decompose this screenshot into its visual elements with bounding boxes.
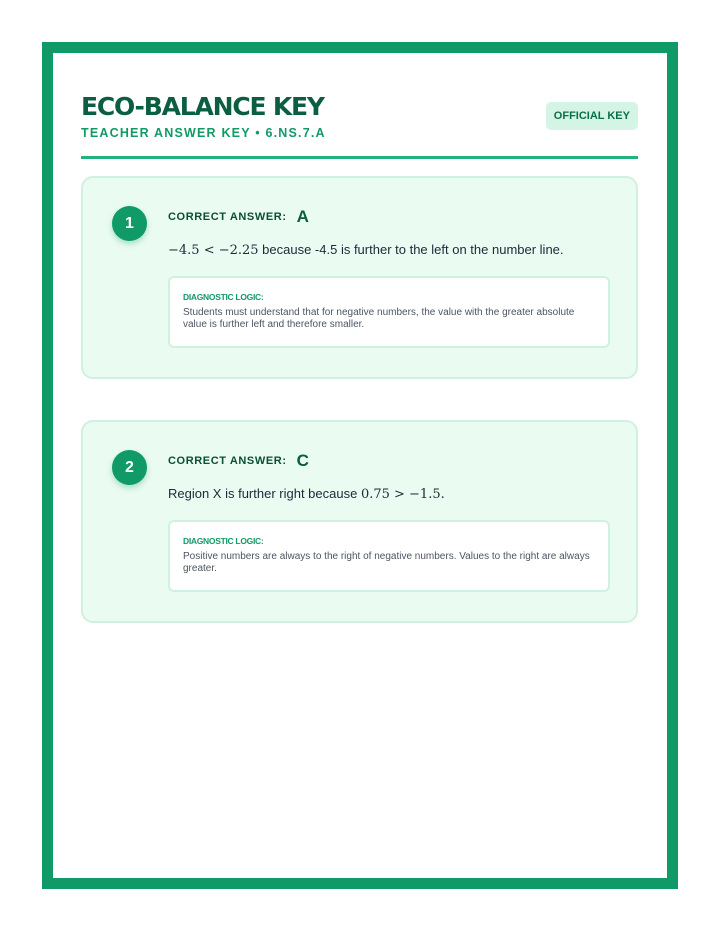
math-expression: 0.75 > −1.5. [360,487,445,502]
question-number: 1 [112,206,147,241]
diagnostic-text: Positive numbers are always to the right of negative numbers. Values to the right are always greater. [183,551,590,574]
math-expression: −4.5 < −2.25 [168,243,259,258]
page-subtitle: TEACHER ANSWER KEY • 6.NS.7.A [81,126,326,140]
diagnostic-title: DIAGNOSTIC LOGIC: [183,536,264,546]
question-card-2 [81,420,638,623]
page-title: ECO-BALANCE KEY [81,92,324,121]
diagnostic-title: DIAGNOSTIC LOGIC: [183,292,264,302]
official-key-badge: OFFICIAL KEY [546,102,638,130]
correct-answer-letter: A [296,207,309,226]
answer-key-page [42,42,678,889]
explanation-text: Region X is further right because [168,486,361,501]
diagnostic-text: Students must understand that for negative numbers, the value with the greater absolute value is further left and therefore smaller. [183,307,575,330]
question-card-1 [81,176,638,379]
correct-answer-letter: C [296,451,309,470]
correct-answer-line [168,207,309,233]
diagnostic-box [168,276,610,348]
explanation-text: because -4.5 is further to the left on the number line. [258,242,564,257]
page-header [81,83,638,159]
answer-explanation [168,486,445,502]
correct-answer-label: CORRECT ANSWER: [168,211,287,223]
diagnostic-box [168,520,610,592]
question-number: 2 [112,450,147,485]
correct-answer-line [168,451,309,477]
answer-explanation [168,242,564,258]
correct-answer-label: CORRECT ANSWER: [168,455,287,467]
